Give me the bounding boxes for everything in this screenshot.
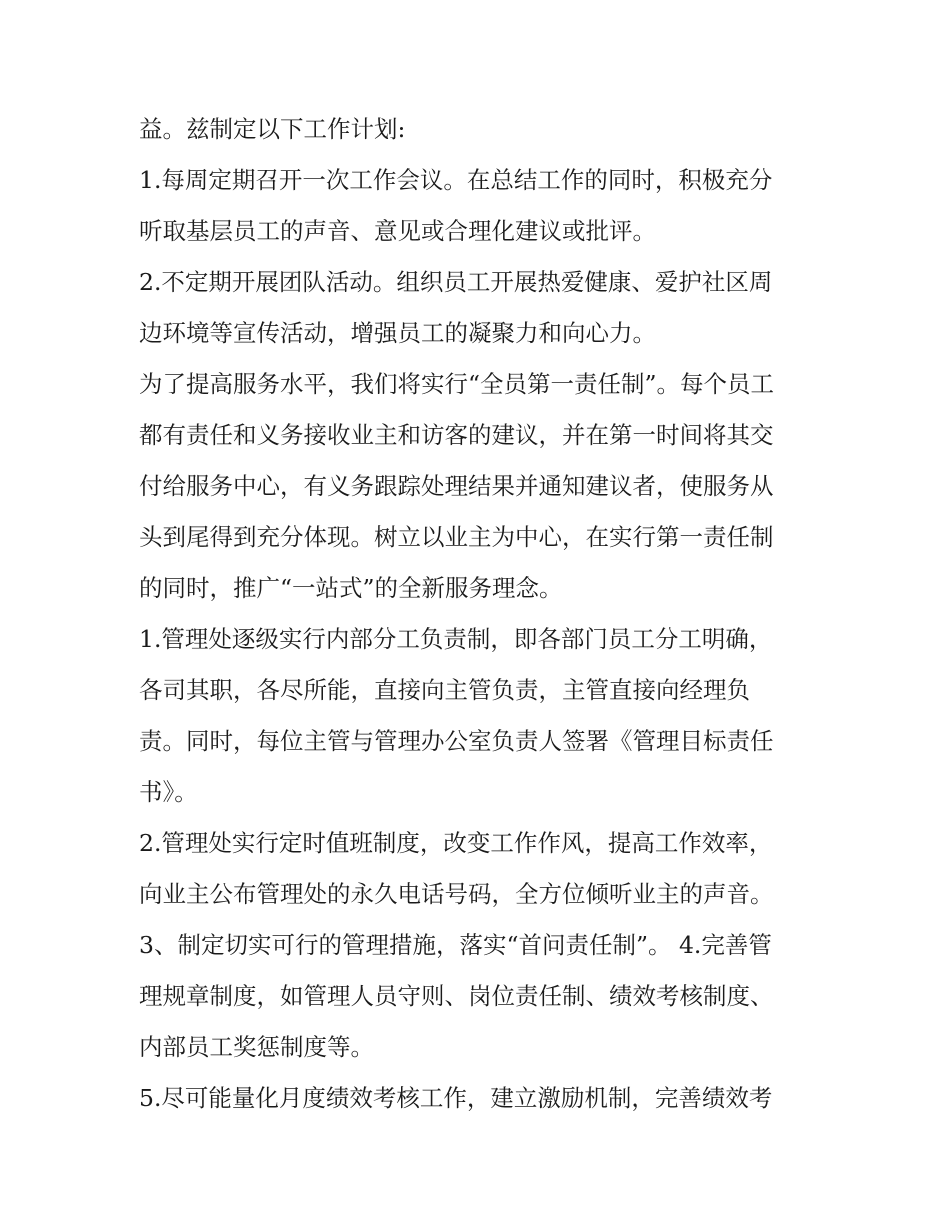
- text-line: 书》。: [139, 778, 198, 806]
- text-line: 1.每周定期召开一次工作会议。在总结工作的同时，积极充分: [139, 166, 773, 194]
- text-line: 内部员工奖惩制度等。: [139, 1033, 374, 1061]
- text-line: 理规章制度，如管理人员守则、岗位责任制、绩效考核制度、: [139, 982, 774, 1010]
- text-line: 听取基层员工的声音、意见或合理化建议或批评。: [139, 217, 656, 245]
- text-line: 边环境等宣传活动，增强员工的凝聚力和向心力。: [139, 319, 656, 347]
- text-line: 头到尾得到充分体现。树立以业主为中心，在实行第一责任制: [139, 523, 774, 551]
- text-line: 益。兹制定以下工作计划:: [139, 115, 406, 143]
- text-line: 3、制定切实可行的管理措施，落实“首问责任制”。 4.完善管: [139, 931, 772, 959]
- text-line: 的同时，推广“一站式”的全新服务理念。: [139, 574, 563, 602]
- text-line: 向业主公布管理处的永久电话号码，全方位倾听业主的声音。: [139, 880, 774, 908]
- text-line: 5.尽可能量化月度绩效考核工作，建立激励机制，完善绩效考: [139, 1084, 773, 1112]
- text-line: 都有责任和义务接收业主和访客的建议，并在第一时间将其交: [139, 421, 774, 449]
- text-line: 2.管理处实行定时值班制度，改变工作作风，提高工作效率，: [139, 829, 773, 857]
- text-line: 付给服务中心，有义务跟踪处理结果并通知建议者，使服务从: [139, 472, 774, 500]
- text-line: 各司其职，各尽所能，直接向主管负责，主管直接向经理负: [139, 676, 750, 704]
- document-body: [139, 104, 819, 1124]
- text-line: 1.管理处逐级实行内部分工负责制，即各部门员工分工明确，: [139, 625, 773, 653]
- text-line: 为了提高服务水平，我们将实行“全员第一责任制”。每个员工: [139, 370, 775, 398]
- text-line: 责。同时，每位主管与管理办公室负责人签署《管理目标责任: [139, 727, 774, 755]
- text-line: 2.不定期开展团队活动。组织员工开展热爱健康、爱护社区周: [139, 268, 773, 296]
